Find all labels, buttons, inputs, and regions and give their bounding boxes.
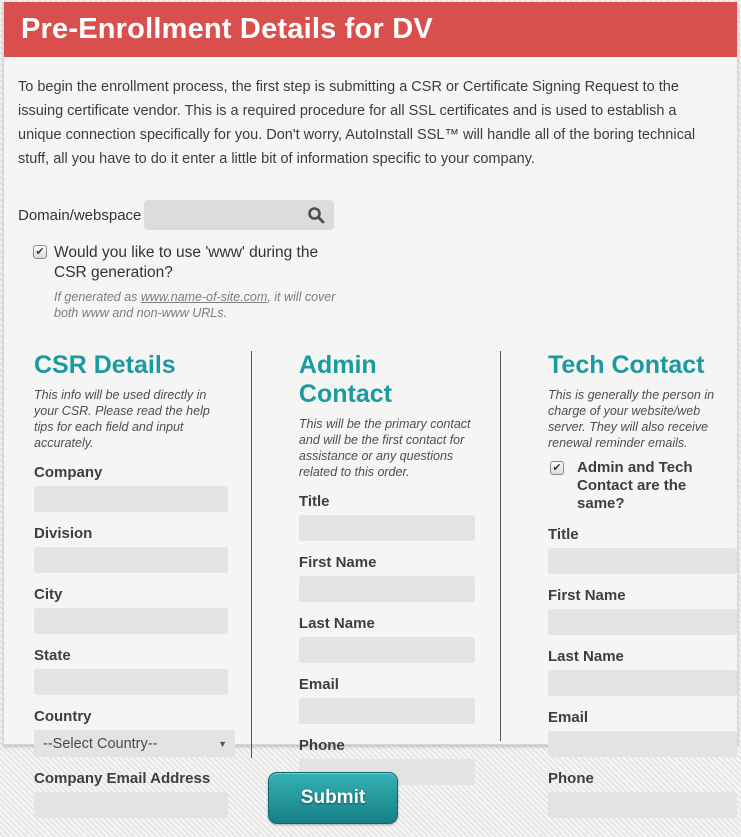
field-group-country — [34, 708, 228, 757]
country-select-value: --Select Country-- — [43, 735, 158, 752]
field-group-tech-email — [548, 709, 737, 757]
company-email-input[interactable] — [34, 792, 228, 818]
tech-contact-column — [548, 351, 737, 818]
tech-title-label: Title — [548, 526, 579, 543]
company-email-label: Company Email Address — [34, 770, 211, 787]
tech-last-name-label: Last Name — [548, 648, 624, 665]
search-icon[interactable] — [307, 206, 325, 224]
submit-button[interactable]: Submit — [268, 772, 398, 824]
same-contact-label: Admin and Tech Contact are the same? — [577, 459, 693, 512]
country-select[interactable] — [34, 730, 235, 757]
tech-title-input[interactable] — [548, 548, 737, 574]
admin-title-input[interactable] — [299, 515, 475, 541]
field-group-state — [34, 647, 228, 695]
admin-first-name-input[interactable] — [299, 576, 475, 602]
admin-email-input[interactable] — [299, 698, 475, 724]
page-header — [4, 2, 737, 57]
state-label: State — [34, 647, 71, 664]
form-columns — [34, 351, 737, 818]
column-divider — [500, 351, 501, 741]
division-input[interactable] — [34, 547, 228, 573]
intro-paragraph: To begin the enrollment process, the first step is submitting a CSR or Certificate Signing Request to the issuing certificate vendor. This is a required procedure for all SSL certificates and is used to establish a unique connection specifically for you. Don't worry, AutoInstall SSL™ will handle all of the boring technical stuff, all you have to do it enter a little bit of information specific to your company. — [18, 79, 696, 167]
www-hint-prefix: If generated as — [54, 290, 141, 304]
admin-contact-title: Admin Contact — [298, 351, 392, 408]
tech-first-name-input[interactable] — [548, 609, 737, 635]
tech-first-name-label: First Name — [548, 587, 626, 604]
www-option-block — [33, 243, 737, 321]
www-hint-suffix: , it will cover both www and non-www URLs. — [54, 290, 336, 320]
tech-contact-description: This is generally the person in charge of your website/web server. They will also receive renewal reminder emails. — [548, 388, 715, 450]
company-label: Company — [34, 464, 103, 481]
dropdown-arrow-icon: ▼ — [218, 738, 227, 749]
admin-last-name-label: Last Name — [298, 615, 375, 632]
state-input[interactable] — [34, 669, 228, 695]
www-hint-link[interactable]: www.name-of-site.com — [140, 290, 268, 304]
domain-row — [18, 200, 737, 230]
company-input[interactable] — [34, 486, 228, 512]
csr-details-title: CSR Details — [34, 351, 176, 379]
field-group-company-email — [34, 770, 228, 818]
field-group-admin-last-name — [299, 615, 475, 663]
tech-email-label: Email — [548, 709, 589, 726]
country-label: Country — [34, 708, 92, 725]
www-checkbox-label: Would you like to use 'www' during the CSR generation? — [54, 244, 319, 281]
csr-details-description: This info will be used directly in your CSR. Please read the help tips for each field and input accurately. — [34, 388, 210, 450]
tech-phone-label: Phone — [548, 770, 594, 787]
field-group-admin-first-name — [299, 554, 475, 602]
domain-label: Domain/webspace — [18, 206, 142, 224]
field-group-city — [34, 586, 228, 634]
field-group-division — [34, 525, 228, 573]
admin-first-name-label: First Name — [298, 554, 377, 571]
field-group-admin-email — [299, 676, 475, 724]
domain-input[interactable] — [144, 200, 334, 230]
field-group-tech-title — [548, 526, 737, 574]
field-group-tech-phone — [548, 770, 737, 818]
tech-email-input[interactable] — [548, 731, 737, 757]
admin-email-label: Email — [298, 676, 339, 693]
enrollment-card — [3, 2, 738, 787]
tech-phone-input[interactable] — [548, 792, 737, 818]
field-group-admin-title — [299, 493, 475, 541]
field-group-company — [34, 464, 228, 512]
admin-last-name-input[interactable] — [299, 637, 475, 663]
admin-contact-description: This will be the primary contact and will be the first contact for assistance or any questions related to this order. — [298, 417, 471, 479]
www-checkbox[interactable]: ✔ — [33, 245, 47, 259]
admin-title-label: Title — [298, 493, 330, 510]
column-divider — [251, 351, 252, 758]
city-input[interactable] — [34, 608, 228, 634]
field-group-tech-last-name — [548, 648, 737, 696]
csr-details-column — [34, 351, 228, 818]
city-label: City — [34, 586, 63, 603]
www-hint — [54, 289, 354, 321]
admin-contact-column — [299, 351, 475, 818]
page-title: Pre-Enrollment Details for DV — [21, 13, 433, 45]
field-group-tech-first-name — [548, 587, 737, 635]
tech-contact-title: Tech Contact — [548, 351, 705, 379]
same-contact-row — [550, 459, 737, 513]
admin-phone-label: Phone — [298, 737, 345, 754]
same-contact-checkbox[interactable]: ✔ — [550, 461, 564, 475]
division-label: Division — [34, 525, 93, 542]
tech-last-name-input[interactable] — [548, 670, 737, 696]
